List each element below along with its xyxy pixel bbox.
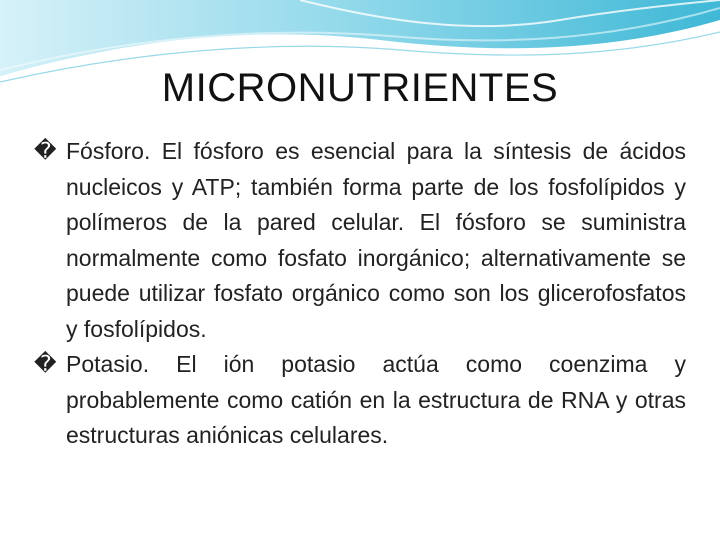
bullet-item-fosforo xyxy=(34,134,686,347)
slide-title: MICRONUTRIENTES xyxy=(161,66,559,110)
bullet-icon: � xyxy=(34,139,57,164)
bullet-text: Fósforo. El fósforo es esencial para la síntesis de ácidos nucleicos y ATP; también forma parte de los fosfolípidos y polímeros de la pared celular. El fósforo se suministra normalmente como fosfato inorgánico; alternativamente se puede utilizar fosfato orgánico como son los glicerofosfatos y fosfolípidos. xyxy=(66,138,686,342)
bullet-item-potasio xyxy=(34,347,686,454)
bullet-text: Potasio. El ión potasio actúa como coenzima y probablemente como catión en la estructura de RNA y otras estructuras aniónicas celulares. xyxy=(66,351,686,448)
bullet-list xyxy=(34,134,686,454)
bullet-icon: � xyxy=(34,352,57,377)
